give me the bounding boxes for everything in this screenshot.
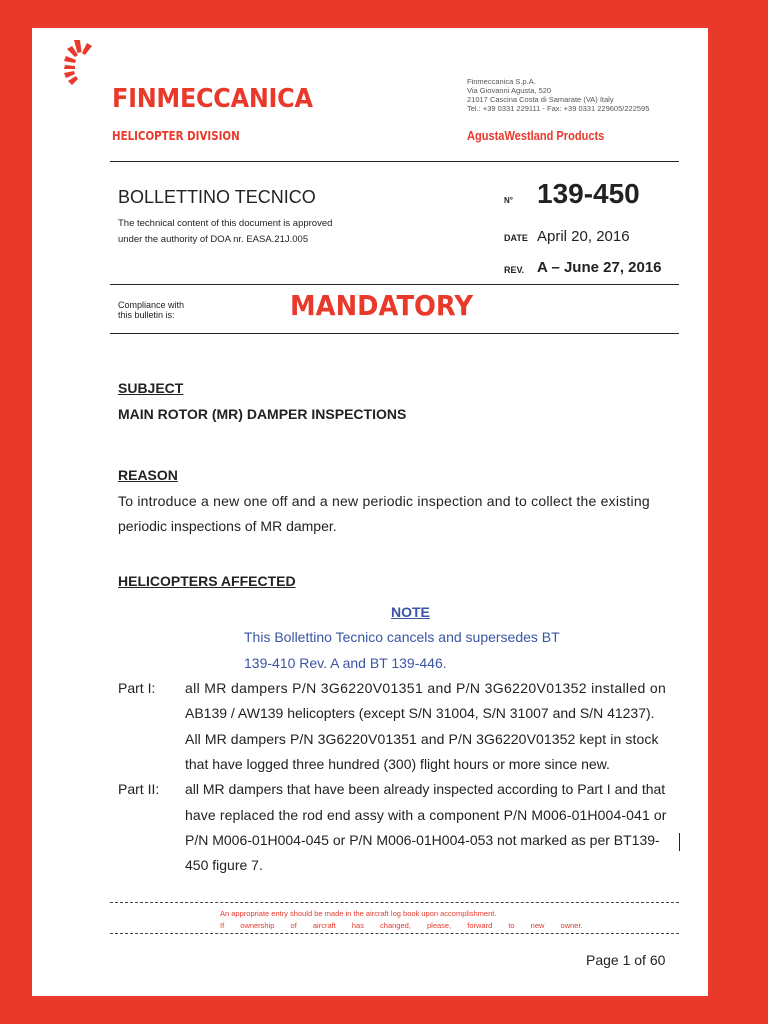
compliance-line: Compliance with	[118, 300, 185, 310]
part-ii-line: all MR dampers that have been already inspected according to Part I and that	[185, 781, 666, 797]
footer-note: If ownership of aircraft has changed, please, forward to new owner.	[220, 921, 583, 930]
division-name: HELICOPTER DIVISION	[112, 128, 240, 143]
compliance-label	[118, 300, 184, 320]
part-i-line: AB139 / AW139 helicopters (except S/N 31004, S/N 31007 and S/N 41237).	[185, 705, 655, 721]
footer-note: An appropriate entry should be made in the aircraft log book upon accomplishment.	[220, 909, 497, 918]
footer-divider	[110, 933, 679, 934]
footer-divider	[110, 902, 679, 903]
approval-line: The technical content of this document is approved	[118, 218, 333, 229]
company-name: FINMECCANICA	[112, 84, 313, 114]
reason-line: To introduce a new one off and a new periodic inspection and to collect the existing	[118, 493, 650, 509]
part-ii-line: have replaced the rod end assy with a component P/N M006-01H004-041 or	[185, 807, 667, 823]
reason-line: periodic inspections of MR damper.	[118, 518, 337, 534]
page-number: Page 1 of 60	[586, 952, 666, 968]
bottom-band	[0, 996, 768, 1024]
part-ii-line: 450 figure 7.	[185, 857, 263, 873]
mandatory-label: MANDATORY	[290, 289, 474, 322]
part-i-label: Part I:	[118, 680, 156, 696]
affected-heading: HELICOPTERS AFFECTED	[118, 573, 296, 589]
note-heading: NOTE	[391, 604, 430, 620]
part-i-line: all MR dampers P/N 3G6220V01351 and P/N 3G6220V01352 installed on	[185, 680, 667, 696]
part-ii-line: P/N M006-01H004-045 or P/N M006-01H004-053 not marked as per BT139-	[185, 832, 660, 848]
address-line: 21017 Cascina Costa di Samarate (VA) Italy	[467, 95, 614, 104]
address-line: Tel.: +39 0331 229111 - Fax: +39 0331 229605/222595	[467, 104, 650, 113]
company-address	[467, 77, 649, 113]
part-i-line: that have logged three hundred (300) flight hours or more since new.	[185, 756, 610, 772]
bulletin-number: 139-450	[537, 178, 640, 209]
approval-statement	[118, 216, 332, 248]
part-ii-label: Part II:	[118, 781, 160, 797]
approval-line: under the authority of DOA nr. EASA.21J.005	[118, 234, 309, 245]
compliance-line: this bulletin is:	[118, 310, 175, 320]
number-label: N°	[504, 196, 513, 205]
address-line: Via Giovanni Agusta, 520	[467, 86, 552, 95]
document-page	[32, 28, 708, 996]
bulletin-title: BOLLETTINO TECNICO	[118, 187, 316, 207]
divider	[110, 161, 679, 162]
divider	[110, 333, 679, 334]
revision-label: REV.	[504, 265, 525, 275]
note-line: 139-410 Rev. A and BT 139-446.	[244, 655, 447, 671]
part-i-line: All MR dampers P/N 3G6220V01351 and P/N 3G6220V01352 kept in stock	[185, 731, 659, 747]
address-line: Finmeccanica S.p.A.	[467, 77, 536, 86]
products-label: AgustaWestland Products	[467, 128, 605, 143]
divider	[110, 284, 679, 285]
date-label: DATE	[504, 233, 528, 243]
text-cursor	[679, 833, 680, 851]
bulletin-revision: A – June 27, 2016	[537, 259, 662, 276]
subject-text: MAIN ROTOR (MR) DAMPER INSPECTIONS	[118, 406, 407, 422]
bulletin-date: April 20, 2016	[537, 228, 630, 245]
note-line: This Bollettino Tecnico cancels and supersedes BT	[244, 629, 560, 645]
reason-heading: REASON	[118, 467, 178, 483]
subject-heading: SUBJECT	[118, 380, 184, 396]
